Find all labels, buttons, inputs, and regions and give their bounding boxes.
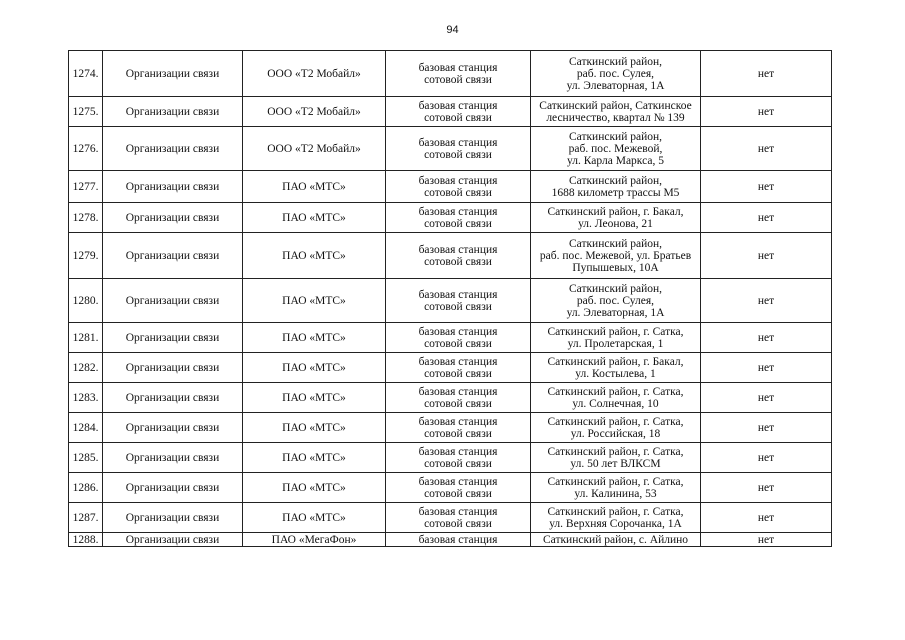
table-row (69, 353, 832, 383)
category-cell: Организации связи (103, 353, 243, 383)
object-line: базовая станция (418, 415, 498, 428)
row-number: 1288. (69, 533, 103, 547)
table-row (69, 51, 832, 97)
object-line: сотовой связи (424, 367, 492, 380)
object-cell (386, 127, 531, 171)
category-cell: Организации связи (103, 533, 243, 547)
page-number: 94 (446, 24, 459, 36)
status-cell: нет (701, 323, 832, 353)
address-line: Саткинский район, г. Бакал, (547, 355, 684, 368)
address-line: Саткинский район, г. Бакал, (547, 205, 684, 218)
address-line: ул. Российская, 18 (570, 427, 661, 440)
address-line: Саткинский район, г. Сатка, (547, 505, 684, 518)
address-line: Саткинский район, с. Айлино (542, 533, 689, 546)
table-row (69, 171, 832, 203)
operator-cell: ПАО «МТС» (243, 503, 386, 533)
object-line: базовая станция (418, 205, 498, 218)
row-number: 1275. (69, 97, 103, 127)
address-line: Пупышевых, 10А (572, 261, 659, 274)
address-cell (531, 233, 701, 279)
row-number: 1279. (69, 233, 103, 279)
object-cell (386, 279, 531, 323)
address-line: Саткинский район, (568, 55, 663, 68)
address-cell (531, 353, 701, 383)
status-cell: нет (701, 171, 832, 203)
address-line: Саткинский район, (568, 237, 663, 250)
address-cell (531, 203, 701, 233)
address-line: 1688 километр трассы М5 (551, 186, 680, 199)
operator-cell: ПАО «МТС» (243, 203, 386, 233)
row-number: 1277. (69, 171, 103, 203)
object-line: базовая станция (418, 174, 498, 187)
address-cell (531, 443, 701, 473)
object-line: базовая станция (418, 385, 498, 398)
object-cell (386, 533, 531, 547)
row-number: 1286. (69, 473, 103, 503)
address-line: Саткинский район, (568, 282, 663, 295)
address-cell (531, 171, 701, 203)
object-cell (386, 353, 531, 383)
row-number: 1285. (69, 443, 103, 473)
operator-cell: ПАО «МТС» (243, 443, 386, 473)
row-number: 1274. (69, 51, 103, 97)
table-row (69, 203, 832, 233)
status-cell: нет (701, 353, 832, 383)
address-cell (531, 473, 701, 503)
registry-table-body (69, 51, 832, 547)
status-cell: нет (701, 127, 832, 171)
object-cell (386, 97, 531, 127)
status-cell: нет (701, 413, 832, 443)
category-cell: Организации связи (103, 443, 243, 473)
object-line: сотовой связи (424, 337, 492, 350)
category-cell: Организации связи (103, 279, 243, 323)
address-line: Саткинский район, г. Сатка, (547, 385, 684, 398)
address-line: Саткинский район, г. Сатка, (547, 325, 684, 338)
object-line: базовая станция (418, 325, 498, 338)
operator-cell: ПАО «МТС» (243, 323, 386, 353)
operator-cell: ПАО «МТС» (243, 233, 386, 279)
address-cell (531, 383, 701, 413)
object-line: базовая станция (418, 505, 498, 518)
address-line: ул. Элеваторная, 1А (566, 79, 665, 92)
status-cell: нет (701, 51, 832, 97)
row-number: 1278. (69, 203, 103, 233)
category-cell: Организации связи (103, 51, 243, 97)
object-line: сотовой связи (424, 148, 492, 161)
object-cell (386, 323, 531, 353)
address-cell (531, 51, 701, 97)
table-row (69, 127, 832, 171)
object-cell (386, 171, 531, 203)
address-cell (531, 97, 701, 127)
operator-cell: ПАО «МТС» (243, 413, 386, 443)
object-line: базовая станция (418, 61, 498, 74)
address-line: Саткинский район, (568, 174, 663, 187)
object-line: базовая станция (418, 99, 498, 112)
operator-cell: ООО «Т2 Мобайл» (243, 51, 386, 97)
row-number: 1284. (69, 413, 103, 443)
category-cell: Организации связи (103, 323, 243, 353)
category-cell: Организации связи (103, 233, 243, 279)
row-number: 1276. (69, 127, 103, 171)
address-line: ул. Пролетарская, 1 (567, 337, 664, 350)
address-line: лесничество, квартал № 139 (546, 111, 685, 124)
object-line: сотовой связи (424, 300, 492, 313)
category-cell: Организации связи (103, 473, 243, 503)
object-line: сотовой связи (424, 397, 492, 410)
table-row (69, 533, 832, 547)
address-line: Саткинский район, г. Сатка, (547, 475, 684, 488)
object-cell (386, 51, 531, 97)
address-line: ул. Калинина, 53 (574, 487, 657, 500)
address-line: Саткинский район, Саткинское (539, 99, 692, 112)
status-cell: нет (701, 443, 832, 473)
address-line: Саткинский район, г. Сатка, (547, 445, 684, 458)
table-row (69, 279, 832, 323)
operator-cell: ПАО «МТС» (243, 383, 386, 413)
object-line: сотовой связи (424, 217, 492, 230)
status-cell: нет (701, 97, 832, 127)
row-number: 1283. (69, 383, 103, 413)
status-cell: нет (701, 533, 832, 547)
address-line: ул. Костылева, 1 (575, 367, 656, 380)
address-cell (531, 503, 701, 533)
row-number: 1280. (69, 279, 103, 323)
status-cell: нет (701, 203, 832, 233)
category-cell: Организации связи (103, 203, 243, 233)
table-row (69, 233, 832, 279)
category-cell: Организации связи (103, 171, 243, 203)
address-line: раб. пос. Сулея, (576, 294, 655, 307)
table-row (69, 383, 832, 413)
row-number: 1287. (69, 503, 103, 533)
operator-cell: ООО «Т2 Мобайл» (243, 97, 386, 127)
operator-cell: ПАО «МТС» (243, 353, 386, 383)
status-cell: нет (701, 503, 832, 533)
category-cell: Организации связи (103, 503, 243, 533)
object-line: базовая станция (418, 475, 498, 488)
operator-cell: ПАО «МТС» (243, 473, 386, 503)
object-cell (386, 503, 531, 533)
object-cell (386, 413, 531, 443)
object-line: базовая станция (418, 445, 498, 458)
address-line: ул. 50 лет ВЛКСМ (570, 457, 661, 470)
category-cell: Организации связи (103, 413, 243, 443)
address-line: раб. пос. Межевой, ул. Братьев (539, 249, 692, 262)
operator-cell: ПАО «МТС» (243, 279, 386, 323)
operator-cell: ООО «Т2 Мобайл» (243, 127, 386, 171)
object-line: сотовой связи (424, 457, 492, 470)
object-line: базовая станция (418, 136, 498, 149)
category-cell: Организации связи (103, 383, 243, 413)
operator-cell: ПАО «МегаФон» (243, 533, 386, 547)
category-cell: Организации связи (103, 97, 243, 127)
object-line: базовая станция (418, 533, 498, 546)
object-line: сотовой связи (424, 186, 492, 199)
address-line: Саткинский район, (568, 130, 663, 143)
address-line: ул. Леонова, 21 (578, 217, 653, 230)
object-line: сотовой связи (424, 427, 492, 440)
address-cell (531, 127, 701, 171)
object-cell (386, 383, 531, 413)
address-line: ул. Верхняя Сорочанка, 1А (549, 517, 682, 530)
object-cell (386, 203, 531, 233)
table-row (69, 473, 832, 503)
address-cell (531, 279, 701, 323)
registry-table (68, 50, 832, 547)
object-line: сотовой связи (424, 255, 492, 268)
table-row (69, 443, 832, 473)
table-row (69, 97, 832, 127)
object-line: сотовой связи (424, 73, 492, 86)
address-line: ул. Солнечная, 10 (572, 397, 659, 410)
status-cell: нет (701, 279, 832, 323)
address-line: ул. Карла Маркса, 5 (567, 154, 664, 167)
object-line: сотовой связи (424, 111, 492, 124)
address-cell (531, 323, 701, 353)
address-line: раб. пос. Межевой, (568, 142, 663, 155)
object-line: базовая станция (418, 355, 498, 368)
row-number: 1282. (69, 353, 103, 383)
object-cell (386, 443, 531, 473)
object-line: сотовой связи (424, 487, 492, 500)
object-line: базовая станция (418, 288, 498, 301)
object-cell (386, 473, 531, 503)
object-line: сотовой связи (424, 517, 492, 530)
address-cell (531, 533, 701, 547)
table-row (69, 413, 832, 443)
status-cell: нет (701, 473, 832, 503)
table-row (69, 503, 832, 533)
address-line: раб. пос. Сулея, (576, 67, 655, 80)
object-line: базовая станция (418, 243, 498, 256)
row-number: 1281. (69, 323, 103, 353)
address-cell (531, 413, 701, 443)
address-line: ул. Элеваторная, 1А (566, 306, 665, 319)
status-cell: нет (701, 383, 832, 413)
category-cell: Организации связи (103, 127, 243, 171)
operator-cell: ПАО «МТС» (243, 171, 386, 203)
address-line: Саткинский район, г. Сатка, (547, 415, 684, 428)
status-cell: нет (701, 233, 832, 279)
table-row (69, 323, 832, 353)
object-cell (386, 233, 531, 279)
